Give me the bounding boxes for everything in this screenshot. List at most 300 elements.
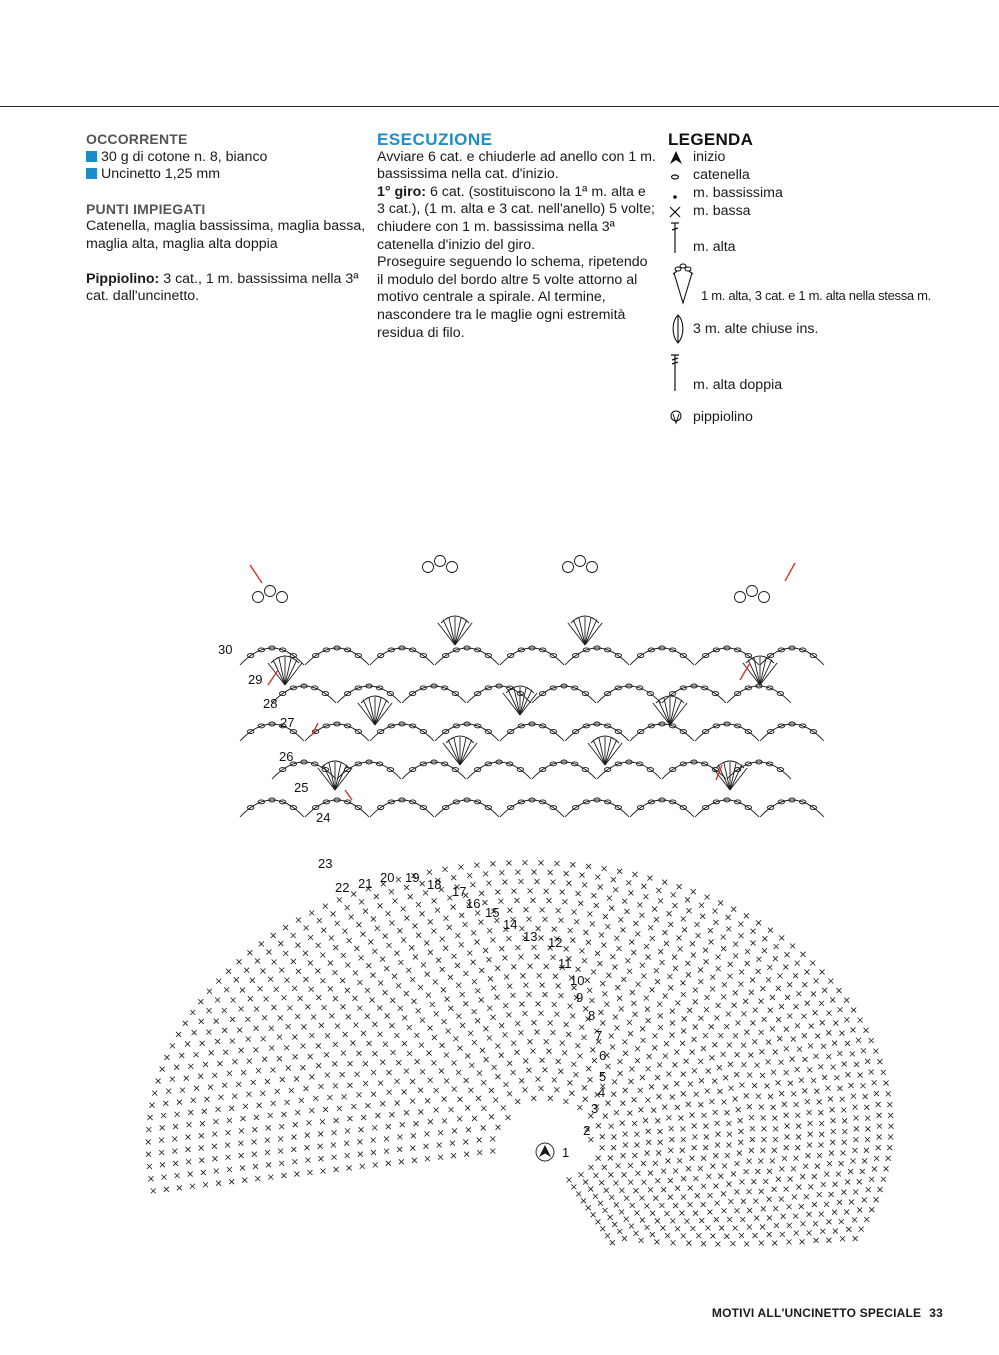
sc-mark xyxy=(762,1126,767,1131)
sc-mark xyxy=(713,1184,718,1189)
sc-mark xyxy=(831,1065,836,1070)
sc-mark xyxy=(668,1148,673,1153)
sc-mark xyxy=(416,933,421,938)
sc-mark xyxy=(286,1066,291,1071)
sc-mark xyxy=(316,1043,321,1048)
sc-mark xyxy=(673,966,678,971)
sc-mark xyxy=(242,1178,247,1183)
sc-mark xyxy=(556,1059,561,1064)
sc-mark xyxy=(256,1068,261,1073)
sc-mark xyxy=(177,1100,182,1105)
legend-item-picot: pippiolino xyxy=(668,409,988,427)
sc-mark xyxy=(457,1116,462,1121)
sc-mark xyxy=(627,969,632,974)
sc-mark xyxy=(690,1113,695,1118)
sc-mark xyxy=(412,1158,417,1163)
sc-mark xyxy=(776,986,781,991)
sc-mark xyxy=(750,978,755,983)
sc-mark xyxy=(600,1226,605,1231)
sc-mark xyxy=(481,1080,486,1085)
sc-mark xyxy=(243,1104,248,1109)
sc-mark xyxy=(700,914,705,919)
sc-mark xyxy=(520,973,525,978)
sc-mark xyxy=(701,1184,706,1189)
sc-mark xyxy=(830,1107,835,1112)
sc-mark xyxy=(582,882,587,887)
sc-mark xyxy=(478,920,483,925)
sc-mark xyxy=(293,1054,298,1059)
sc-mark xyxy=(646,1018,651,1023)
sc-mark xyxy=(690,1050,695,1055)
sc-mark xyxy=(596,1156,601,1161)
sc-mark xyxy=(641,1161,646,1166)
round1-label: 1° giro: xyxy=(377,183,427,200)
sc-mark xyxy=(236,1082,241,1087)
sc-mark xyxy=(268,977,273,982)
sc-mark xyxy=(470,882,475,887)
sc-mark xyxy=(476,1096,481,1101)
sc-mark xyxy=(316,943,321,948)
sc-mark xyxy=(759,1030,764,1035)
sc-mark xyxy=(159,1150,164,1155)
sc-mark xyxy=(712,1042,717,1047)
sc-mark xyxy=(216,1107,221,1112)
sc-mark xyxy=(803,1057,808,1062)
sc-mark xyxy=(227,1167,232,1172)
sc-mark xyxy=(378,981,383,986)
sc-mark xyxy=(468,1031,473,1036)
sc-mark xyxy=(658,1013,663,1018)
sc-mark xyxy=(599,933,604,938)
sc-mark xyxy=(777,1036,782,1041)
sc-mark xyxy=(487,1036,492,1041)
sc-mark xyxy=(305,1158,310,1163)
sc-mark xyxy=(739,1129,744,1134)
sc-mark xyxy=(563,1099,568,1104)
sc-mark xyxy=(355,1072,360,1077)
chain-arc xyxy=(630,648,694,665)
sc-mark xyxy=(877,1134,882,1139)
sc-mark xyxy=(837,1200,842,1205)
sc-mark xyxy=(458,865,463,870)
sc-mark xyxy=(813,1221,818,1226)
sc-mark xyxy=(241,1116,246,1121)
sc-mark xyxy=(428,1078,433,1083)
sc-mark xyxy=(203,1062,208,1067)
slip-stitch-icon xyxy=(668,185,688,203)
sc-mark xyxy=(628,1180,633,1185)
sc-mark xyxy=(582,958,587,963)
sc-mark xyxy=(618,1059,623,1064)
sc-mark xyxy=(291,1135,296,1140)
picot xyxy=(575,556,586,567)
sc-mark xyxy=(837,1051,842,1056)
sc-mark xyxy=(620,1121,625,1126)
sc-mark xyxy=(672,1062,677,1067)
sc-mark xyxy=(386,1161,391,1166)
sc-mark xyxy=(739,1233,744,1238)
sc-mark xyxy=(664,1041,669,1046)
sc-mark xyxy=(599,1180,604,1185)
sc-mark xyxy=(491,1015,496,1020)
sc-mark xyxy=(439,1043,444,1048)
sc-mark xyxy=(203,1182,208,1187)
sc-mark xyxy=(291,959,296,964)
sc-mark xyxy=(457,1097,462,1102)
sc-mark xyxy=(759,1105,764,1110)
sc-mark xyxy=(251,1080,256,1085)
sc-mark xyxy=(763,1179,768,1184)
sc-mark xyxy=(200,1041,205,1046)
sc-mark xyxy=(785,1134,790,1139)
sc-mark xyxy=(623,1132,628,1137)
sc-mark xyxy=(617,869,622,874)
sc-mark xyxy=(747,1208,752,1213)
sc-mark xyxy=(600,1134,605,1139)
sc-mark xyxy=(718,900,723,905)
sc-mark xyxy=(443,946,448,951)
sc-mark xyxy=(274,987,279,992)
sc-mark xyxy=(848,1169,853,1174)
sc-mark xyxy=(568,928,573,933)
sc-mark xyxy=(162,1175,167,1180)
sc-mark xyxy=(807,1143,812,1148)
sc-mark xyxy=(632,1121,637,1126)
picot-paragraph xyxy=(86,271,366,306)
sc-mark xyxy=(699,1218,704,1223)
sc-mark xyxy=(772,1116,777,1121)
sc-mark xyxy=(738,1118,743,1123)
sc-mark xyxy=(430,1002,435,1007)
sc-mark xyxy=(627,1020,632,1025)
sc-mark xyxy=(552,1077,557,1082)
sc-mark xyxy=(292,986,297,991)
sc-mark xyxy=(357,1139,362,1144)
sc-mark xyxy=(499,870,504,875)
picot xyxy=(253,592,264,603)
sc-mark xyxy=(410,1099,415,1104)
sc-mark xyxy=(739,1179,744,1184)
round-label: 9 xyxy=(576,990,584,1005)
sc-mark xyxy=(811,1078,816,1083)
sc-mark xyxy=(309,910,314,915)
sc-mark xyxy=(708,1193,713,1198)
sc-mark xyxy=(795,1145,800,1150)
sc-mark xyxy=(279,968,284,973)
header-rule xyxy=(0,106,999,107)
sc-mark xyxy=(345,962,350,967)
sc-mark xyxy=(772,1148,777,1153)
red-marker xyxy=(250,565,262,583)
sc-mark xyxy=(351,892,356,897)
sc-mark xyxy=(693,1176,698,1181)
sc-mark xyxy=(593,1173,598,1178)
sc-mark xyxy=(695,1193,700,1198)
sc-mark xyxy=(649,987,654,992)
sc-mark xyxy=(159,1138,164,1143)
sc-mark xyxy=(341,953,346,958)
sc-mark xyxy=(161,1113,166,1118)
sc-mark xyxy=(660,1226,665,1231)
sc-mark xyxy=(451,905,456,910)
sc-mark xyxy=(387,943,392,948)
sc-mark xyxy=(674,1050,679,1055)
picot xyxy=(265,586,276,597)
sc-mark xyxy=(795,1067,800,1072)
sc-mark xyxy=(698,1059,703,1064)
sc-mark xyxy=(716,966,721,971)
sc-mark xyxy=(315,968,320,973)
sc-mark xyxy=(459,913,464,918)
sc-mark xyxy=(695,922,700,927)
sc-mark xyxy=(173,1161,178,1166)
sc-mark xyxy=(865,1059,870,1064)
sc-mark xyxy=(532,870,537,875)
sc-mark xyxy=(361,1031,366,1036)
sc-mark xyxy=(691,889,696,894)
sc-mark xyxy=(308,1054,313,1059)
sc-mark xyxy=(722,982,727,987)
sc-mark xyxy=(722,1099,727,1104)
sc-mark xyxy=(398,960,403,965)
sc-mark xyxy=(687,1008,692,1013)
bullet-square-icon xyxy=(86,151,97,162)
sc-mark xyxy=(550,1030,555,1035)
sc-mark xyxy=(752,1233,757,1238)
sc-mark xyxy=(604,1002,609,1007)
sc-mark xyxy=(425,1098,430,1103)
sc-mark xyxy=(199,1158,204,1163)
sc-mark xyxy=(759,1189,764,1194)
sc-mark xyxy=(590,1047,595,1052)
sc-mark xyxy=(876,1102,881,1107)
sc-mark xyxy=(628,1079,633,1084)
sc-mark xyxy=(681,1091,686,1096)
sc-mark xyxy=(548,870,553,875)
sc-mark xyxy=(750,1137,755,1142)
sc-mark xyxy=(773,1050,778,1055)
sc-mark xyxy=(731,1171,736,1176)
sc-mark xyxy=(646,955,651,960)
sc-mark xyxy=(345,1128,350,1133)
sc-mark xyxy=(389,1023,394,1028)
sc-mark xyxy=(807,1067,812,1072)
sc-mark xyxy=(842,1118,847,1123)
sc-mark xyxy=(751,1179,756,1184)
sc-mark xyxy=(833,1229,838,1234)
sc-mark xyxy=(635,1171,640,1176)
sc-mark xyxy=(706,1069,711,1074)
sc-mark xyxy=(767,1169,772,1174)
sc-mark xyxy=(239,1153,244,1158)
sc-mark xyxy=(457,1046,462,1051)
sc-mark xyxy=(319,1023,324,1028)
sc-mark xyxy=(864,1105,869,1110)
chain-arc xyxy=(402,686,466,703)
picot xyxy=(747,586,758,597)
sc-mark xyxy=(611,877,616,882)
sc-mark xyxy=(598,1201,603,1206)
sc-mark xyxy=(607,896,612,901)
sc-mark xyxy=(345,1153,350,1158)
sc-mark xyxy=(481,1125,486,1130)
sc-mark xyxy=(842,1062,847,1067)
sc-mark xyxy=(409,945,414,950)
sc-mark xyxy=(213,1119,218,1124)
sc-mark xyxy=(609,906,614,911)
sc-mark xyxy=(773,956,778,961)
sc-mark xyxy=(800,1239,805,1244)
sc-mark xyxy=(398,1006,403,1011)
sc-mark xyxy=(633,921,638,926)
sc-mark xyxy=(780,1232,785,1237)
sc-mark xyxy=(492,1065,497,1070)
sc-mark xyxy=(637,902,642,907)
sc-mark xyxy=(800,1174,805,1179)
sc-mark xyxy=(779,1166,784,1171)
sc-mark xyxy=(179,1053,184,1058)
sc-mark xyxy=(686,1166,691,1171)
sc-mark xyxy=(808,1132,813,1137)
picot xyxy=(735,592,746,603)
sc-mark xyxy=(530,1048,535,1053)
sc-mark xyxy=(613,887,618,892)
sc-mark xyxy=(801,1014,806,1019)
sc-mark xyxy=(713,920,718,925)
sc-mark xyxy=(790,1057,795,1062)
sc-mark xyxy=(471,930,476,935)
sc-mark xyxy=(681,1137,686,1142)
sc-mark xyxy=(483,948,488,953)
sc-mark xyxy=(733,1033,738,1038)
sc-mark xyxy=(418,1088,423,1093)
sc-mark xyxy=(375,926,380,931)
sc-mark xyxy=(817,1099,822,1104)
sc-mark xyxy=(753,1199,758,1204)
page-footer xyxy=(712,1306,943,1320)
sc-mark xyxy=(791,1091,796,1096)
sc-mark xyxy=(323,904,328,909)
sc-mark xyxy=(631,1001,636,1006)
red-marker xyxy=(268,670,278,685)
sc-mark xyxy=(619,1006,624,1011)
sc-mark xyxy=(334,1167,339,1172)
sc-mark xyxy=(410,1146,415,1151)
sc-mark xyxy=(819,1121,824,1126)
sc-mark xyxy=(367,1041,372,1046)
sc-mark xyxy=(628,1031,633,1036)
sc-mark xyxy=(514,898,519,903)
sc-mark xyxy=(807,1230,812,1235)
sc-mark xyxy=(767,1197,772,1202)
sc-mark xyxy=(488,976,493,981)
chain-arc xyxy=(597,686,661,703)
sc-mark xyxy=(724,1234,729,1239)
sc-mark xyxy=(680,980,685,985)
sc-mark xyxy=(866,1187,871,1192)
sc-mark xyxy=(748,1053,753,1058)
sc-mark xyxy=(705,895,710,900)
sc-mark xyxy=(291,1147,296,1152)
sc-mark xyxy=(639,1238,644,1243)
sc-mark xyxy=(490,937,495,942)
sc-mark xyxy=(819,1001,824,1006)
sc-mark xyxy=(176,1032,181,1037)
sc-mark xyxy=(784,1145,789,1150)
sc-mark xyxy=(428,950,433,955)
treble-crochet-icon xyxy=(668,353,688,393)
sc-mark xyxy=(645,1098,650,1103)
chain-arc xyxy=(272,686,336,703)
sc-mark xyxy=(577,1105,582,1110)
sc-mark xyxy=(278,1149,283,1154)
sc-mark xyxy=(340,978,345,983)
sc-mark xyxy=(626,880,631,885)
sc-mark xyxy=(456,1070,461,1075)
sc-mark xyxy=(817,1192,822,1197)
sc-mark xyxy=(475,1018,480,1023)
sc-mark xyxy=(675,1105,680,1110)
sc-mark xyxy=(586,1205,591,1210)
sc-mark xyxy=(623,1143,628,1148)
sc-mark xyxy=(845,1179,850,1184)
sc-mark xyxy=(208,1085,213,1090)
v-stitch-icon xyxy=(668,263,698,307)
sc-mark xyxy=(268,1175,273,1180)
sc-mark xyxy=(292,1159,297,1164)
sc-mark xyxy=(456,1014,461,1019)
sc-mark xyxy=(608,1215,613,1220)
sc-mark xyxy=(873,1049,878,1054)
sc-mark xyxy=(818,1064,823,1069)
round-label: 17 xyxy=(452,884,467,899)
sc-mark xyxy=(703,1145,708,1150)
sc-mark xyxy=(619,1188,624,1193)
sc-mark xyxy=(325,1033,330,1038)
sc-mark xyxy=(564,946,569,951)
sc-mark xyxy=(693,987,698,992)
sc-mark xyxy=(673,1168,678,1173)
sc-mark xyxy=(841,1108,846,1113)
sc-mark xyxy=(610,1240,615,1245)
sc-mark xyxy=(244,968,249,973)
sc-mark xyxy=(802,1033,807,1038)
sc-mark xyxy=(396,1060,401,1065)
sc-mark xyxy=(733,990,738,995)
sc-mark xyxy=(460,992,465,997)
cluster-icon xyxy=(668,313,688,345)
sc-mark xyxy=(795,1023,800,1028)
sc-mark xyxy=(277,1056,282,1061)
sc-mark xyxy=(815,1034,820,1039)
sc-mark xyxy=(648,1187,653,1192)
sc-mark xyxy=(759,1049,764,1054)
sc-mark xyxy=(487,1006,492,1011)
sc-mark xyxy=(800,1221,805,1226)
sc-mark xyxy=(347,1165,352,1170)
sc-mark xyxy=(693,1211,698,1216)
sc-mark xyxy=(306,1120,311,1125)
sc-mark xyxy=(504,974,509,979)
sc-mark xyxy=(453,1036,458,1041)
sc-mark xyxy=(442,1118,447,1123)
sc-mark xyxy=(361,1115,366,1120)
sc-mark xyxy=(260,1091,265,1096)
sc-mark xyxy=(445,997,450,1002)
sc-mark xyxy=(758,1158,763,1163)
sc-mark xyxy=(717,1089,722,1094)
sc-mark xyxy=(567,1080,572,1085)
